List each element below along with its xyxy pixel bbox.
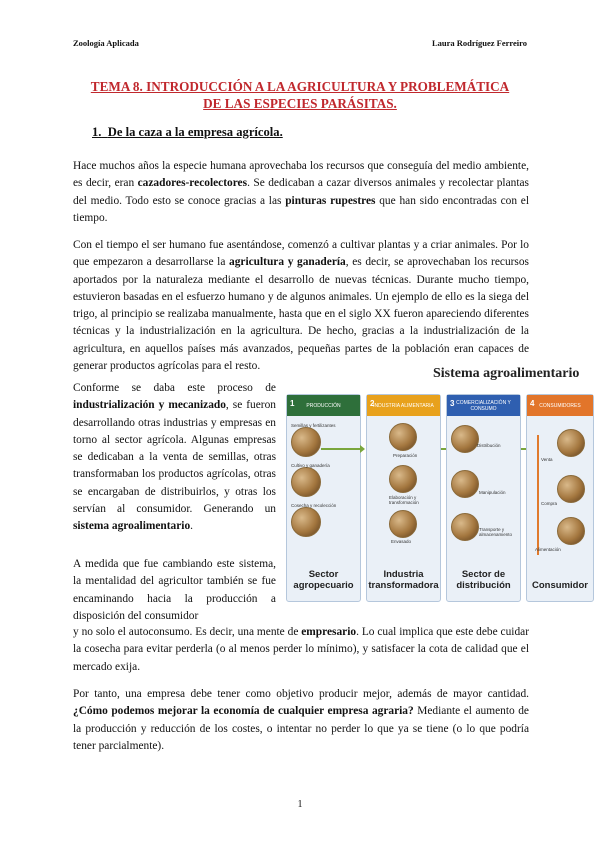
stage-2-number: 2 [370, 399, 375, 408]
p3-bold-d: sistema agroalimentario [73, 520, 191, 533]
label-eating: Alimentación [535, 547, 561, 552]
label-crops: Cultivo y ganadería [291, 463, 330, 468]
agrifood-system-figure [283, 366, 596, 620]
photo-seeds [291, 427, 321, 457]
p1-text-e: que han sido encontradas con el tiempo. [73, 194, 529, 224]
stage-distribution [446, 394, 521, 602]
paragraph-1 [73, 158, 529, 227]
p4-text-b: y no solo el autoconsumo. Es decir, una mente de [73, 626, 302, 638]
page-title [60, 78, 540, 112]
stage-4-footer: Consumidor [532, 580, 588, 591]
photo-sale [557, 429, 585, 457]
p3-text-a: Conforme se daba este proceso de [73, 382, 276, 394]
p4-bold-c: empresario [301, 626, 357, 638]
p2-bold-b: agricultura y ganadería [229, 256, 346, 269]
section-title: De la caza a la empresa agrícola. [107, 125, 283, 139]
p3-text-e: . [190, 520, 194, 533]
stage-2-header [367, 395, 440, 416]
stage-2-footer: Industria transformadora [368, 569, 439, 591]
photo-eating [557, 517, 585, 545]
p1-bold-b: cazadores-recolectores [137, 177, 248, 190]
stage-4-head-text: CONSUMIDORES [539, 402, 581, 409]
p3-bold-b: industrialización y mecanizado [73, 399, 226, 412]
label-distribution: Distribución [477, 443, 501, 448]
stage-1-head-text: PRODUCCIÓN [306, 402, 341, 409]
p5-text-c: Mediante el aumento de la producción y reducción de los costes, o intentar no perder lo que ya se tiene (o lo que podría tener parcialmente). [73, 705, 529, 752]
paragraph-2 [73, 237, 529, 375]
paragraph-4b [73, 624, 529, 676]
stage-1-number: 1 [290, 399, 295, 408]
p4-text-d: . Lo cual implica que este debe cuidar la cosecha para evitar perderla (o al menos perder lo mínimo), y satisfacer la cota de calidad que el mercado exija. [73, 626, 529, 673]
p5-bold-b: ¿Cómo podemos mejorar la economía de cualquier empresa agraria? [73, 705, 414, 718]
p2-text-a: Con el tiempo el ser humano fue asentándose, comenzó a cultivar plantas y a criar animales. Por lo que empezaron a desarrollarse la [73, 239, 529, 269]
p1-text-c: . Se dedicaban a cazar diversos animales y recolectar plantas del medio. Todo esto se conoce gracias a las [73, 177, 529, 207]
stage-1-footer: Sector agropecuario [293, 569, 354, 591]
paragraph-5 [73, 686, 529, 755]
p2-text-c: , es decir, se aprovechaban los recursos aportados por la naturaleza mediante el desarrollo de nuevas técnicas. Durante mucho tiempo, estuvieron basadas en el esfuerzo humano y de algunos animales. Un ejemplo de ello es la siega del trigo, al principio se realizaba manualmente, hasta que en el siglo XX fueron apareciendo diferentes técnicas y la industrialización en la agricultura. De hecho, gracias a la industrialización de la agricultura, en aquellos países más avanzados, pequeñas partes de la población eran capaces de generar productos agrícolas para el resto. [73, 256, 529, 373]
stage-3-footer: Sector de distribución [456, 569, 511, 591]
title-line-2: DE LAS ESPECIES PARÁSITAS. [203, 96, 397, 111]
paragraph-3 [73, 380, 276, 536]
label-transport: Transporte y almacenamiento [479, 527, 513, 537]
photo-elaboration [389, 465, 417, 493]
label-handling: Manipulación [479, 490, 506, 495]
stage-3-header [447, 395, 520, 416]
label-preparation: Preparación [393, 453, 418, 458]
p3-text-c: , se fueron desarrollando otras industrias y empresas en torno al sector agrícola. Algunas empresas se dedicaban a la venta de semillas, otras transformaban los productos agrícolas, otras se encargaban de distribuirlos, y otras los servían al consumidor. Generando un [73, 399, 276, 516]
label-packaging: Envasado [391, 539, 412, 544]
photo-transport [451, 513, 479, 541]
p1-text-a: Hace muchos años la especie humana aprovechaba los recursos que conseguía del medio ambiente, es decir, eran [73, 160, 529, 190]
photo-preparation [389, 423, 417, 451]
photo-harvest [291, 507, 321, 537]
stage-consumer [526, 394, 594, 602]
photo-distribution [451, 425, 479, 453]
stage-1-header [287, 395, 360, 416]
consumer-connector [537, 435, 539, 555]
header-right: Laura Rodríguez Ferreiro [431, 38, 527, 48]
page-number: 1 [297, 799, 303, 810]
p1-bold-d: pinturas rupestres [285, 194, 376, 207]
label-elaboration: Elaboración y transformación [389, 495, 419, 505]
paragraph-4a [73, 556, 276, 625]
stage-4-number: 4 [530, 399, 535, 408]
section-number: 1. [92, 125, 102, 139]
title-line-1: TEMA 8. INTRODUCCIÓN A LA AGRICULTURA Y PROBLEMÁTICA [90, 79, 510, 94]
stage-industry [366, 394, 441, 602]
label-sale: Venta [541, 457, 553, 462]
arrow-1 [321, 448, 361, 450]
p5-text-a: Por tanto, una empresa debe tener como objetivo producir mejor, además de mayor cantidad. [73, 688, 529, 700]
stage-2-head-text: INDUSTRIA ALIMENTARIA [373, 402, 434, 409]
photo-handling [451, 470, 479, 498]
stage-production [286, 394, 361, 602]
stage-3-number: 3 [450, 399, 455, 408]
figure-title: Sistema agroalimentario [433, 366, 580, 381]
stage-3-head-text: COMERCIALIZACIÓN Y CONSUMO [456, 399, 511, 412]
photo-crops [291, 467, 321, 497]
section-heading [92, 125, 283, 140]
label-seeds: Semillas y fertilizantes [291, 423, 336, 428]
photo-purchase [557, 475, 585, 503]
label-purchase: Compra [541, 501, 558, 506]
header-left: Zoología Aplicada [73, 38, 139, 48]
label-harvest: Cosecha y recolección [291, 503, 337, 508]
p4-text-a: A medida que fue cambiando este sistema, la mentalidad del agricultor también se fue encaminando hacia la producción a disposición del consumidor [73, 558, 276, 622]
photo-packaging [389, 510, 417, 538]
stage-4-header [527, 395, 593, 416]
